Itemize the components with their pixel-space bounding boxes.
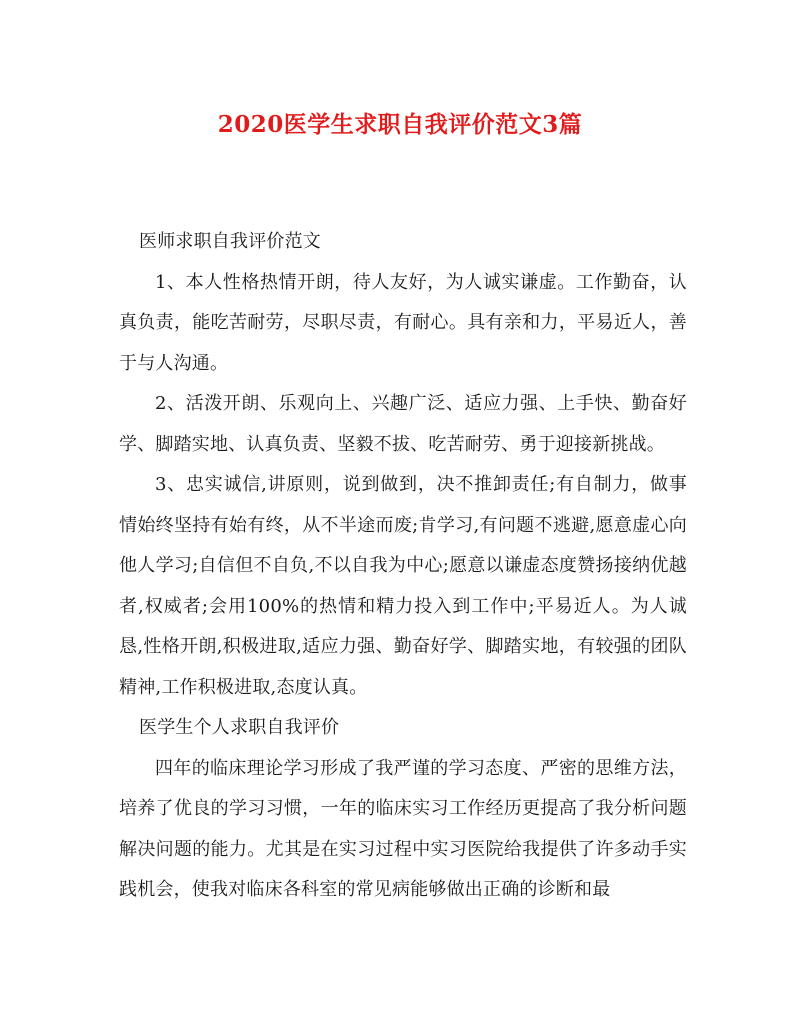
paragraph-clinical-study: 四年的临床理论学习形成了我严谨的学习态度、严密的思维方法，培养了优良的学习习惯，一年的临床实习工作经历更提高了我分析问题解决问题的能力。尤其是在实习过程中实习医院给我提供了许多动手实践机会，使我对临床各科室的常见病能够做出正确的诊断和最 [119,757,687,900]
section-heading-student: 医学生个人求职自我评价 [139,717,340,738]
section-heading-physician: 医师求职自我评价范文 [139,231,321,252]
document-title: 2020医学生求职自我评价范文3篇 [217,111,583,138]
paragraph-point-2: 2、活泼开朗、乐观向上、兴趣广泛、适应力强、上手快、勤奋好学、脚踏实地、认真负责、坚毅不拔、吃苦耐劳、勇于迎接新挑战。 [119,393,687,455]
paragraph-point-3: 3、忠实诚信,讲原则，说到做到，决不推卸责任;有自制力，做事情始终坚持有始有终，从不半途而废;肯学习,有问题不逃避,愿意虚心向他人学习;自信但不自负,不以自我为中心;愿意以谦虚态度赞扬接纳优越者,权威者;会用100%的热情和精力投入到工作中;平易近人。为人诚恳,性格开朗,积极进取,适应力强、勤奋好学、脚踏实地，有较强的团队精神,工作积极进取,态度认真。 [119,474,687,698]
document-body [119,222,687,911]
paragraph-point-1: 1、本人性格热情开朗，待人友好，为人诚实谦虚。工作勤奋，认真负责，能吃苦耐劳，尽职尽责，有耐心。具有亲和力，平易近人，善于与人沟通。 [119,271,687,374]
